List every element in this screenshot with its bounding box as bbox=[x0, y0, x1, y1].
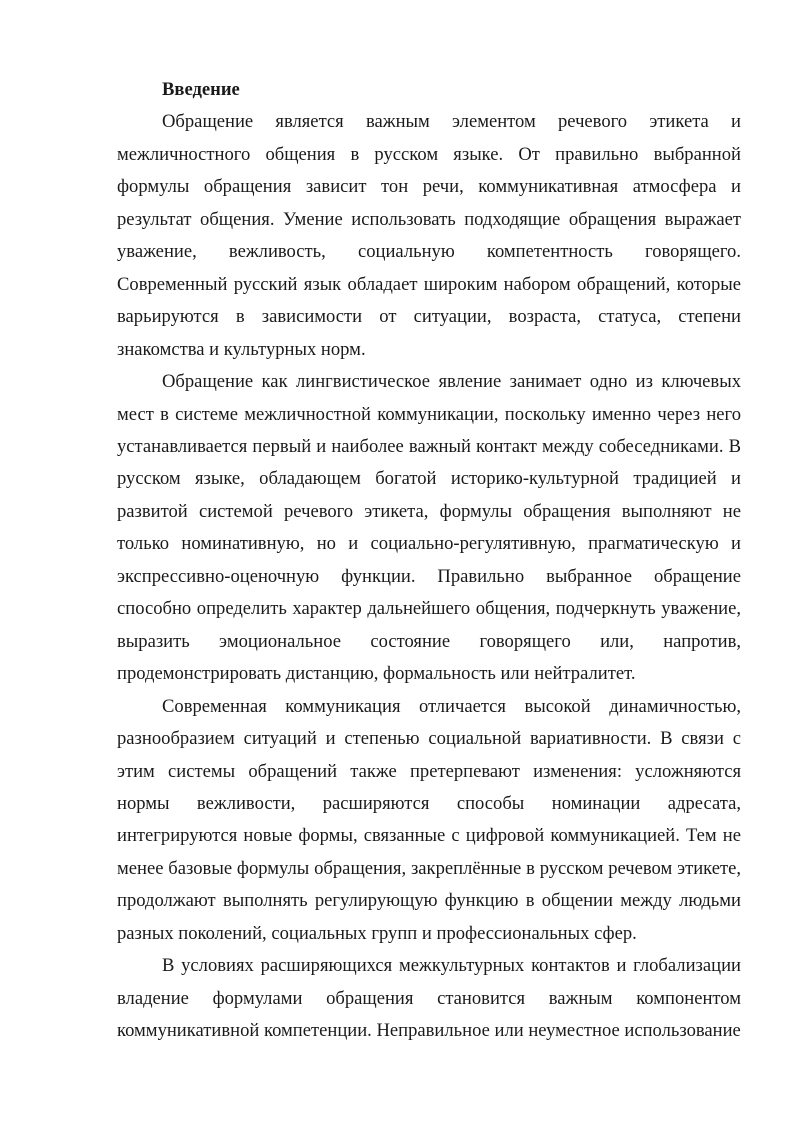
paragraph-1: Обращение является важным элементом речевого этикета и межличностного общения в русском языке. От правильно выбранной формулы обращения зависит тон речи, коммуникативная атмосфера и результат общения. Умение использовать подходящие обращения выражает уважение, вежливость, социальную компетентность говорящего. Современный русский язык обладает широким набором обращений, которые варьируются в зависимости от ситуации, возраста, статуса, степени знакомства и культурных норм. bbox=[117, 111, 741, 360]
paragraph-4: В условиях расширяющихся межкультурных контактов и глобализации владение формулами обращения становится важным компонентом коммуникативной компетенции. Неправильное или неуместное использование bbox=[117, 955, 741, 1042]
paragraph-3: Современная коммуникация отличается высокой динамичностью, разнообразием ситуаций и степенью социальной вариативности. В связи с этим системы обращений также претерпевают изменения: усложняются нормы вежливости, расширяются способы номинации адресата, интегрируются новые формы, связанные с цифровой коммуникацией. Тем не менее базовые формулы обращения, закреплённые в русском речевом этикете, продолжают выполнять регулирующую функцию в общении между людьми разных поколений, социальных групп и профессиональных сфер. bbox=[117, 695, 741, 944]
section-heading: Введение bbox=[162, 79, 240, 100]
document-body bbox=[117, 74, 741, 1048]
paragraph-2: Обращение как лингвистическое явление занимает одно из ключевых мест в системе межличностной коммуникации, поскольку именно через него устанавливается первый и наиболее важный контакт между собеседниками. В русском языке, обладающем богатой историко-культурной традицией и развитой системой речевого этикета, формулы обращения выполняют не только номинативную, но и социально-регулятивную, прагматическую и экспрессивно-оценочную функции. Правильно выбранное обращение способно определить характер дальнейшего общения, подчеркнуть уважение, выразить эмоциональное состояние говорящего или, напротив, продемонстрировать дистанцию, формальность или нейтралитет. bbox=[117, 371, 741, 685]
